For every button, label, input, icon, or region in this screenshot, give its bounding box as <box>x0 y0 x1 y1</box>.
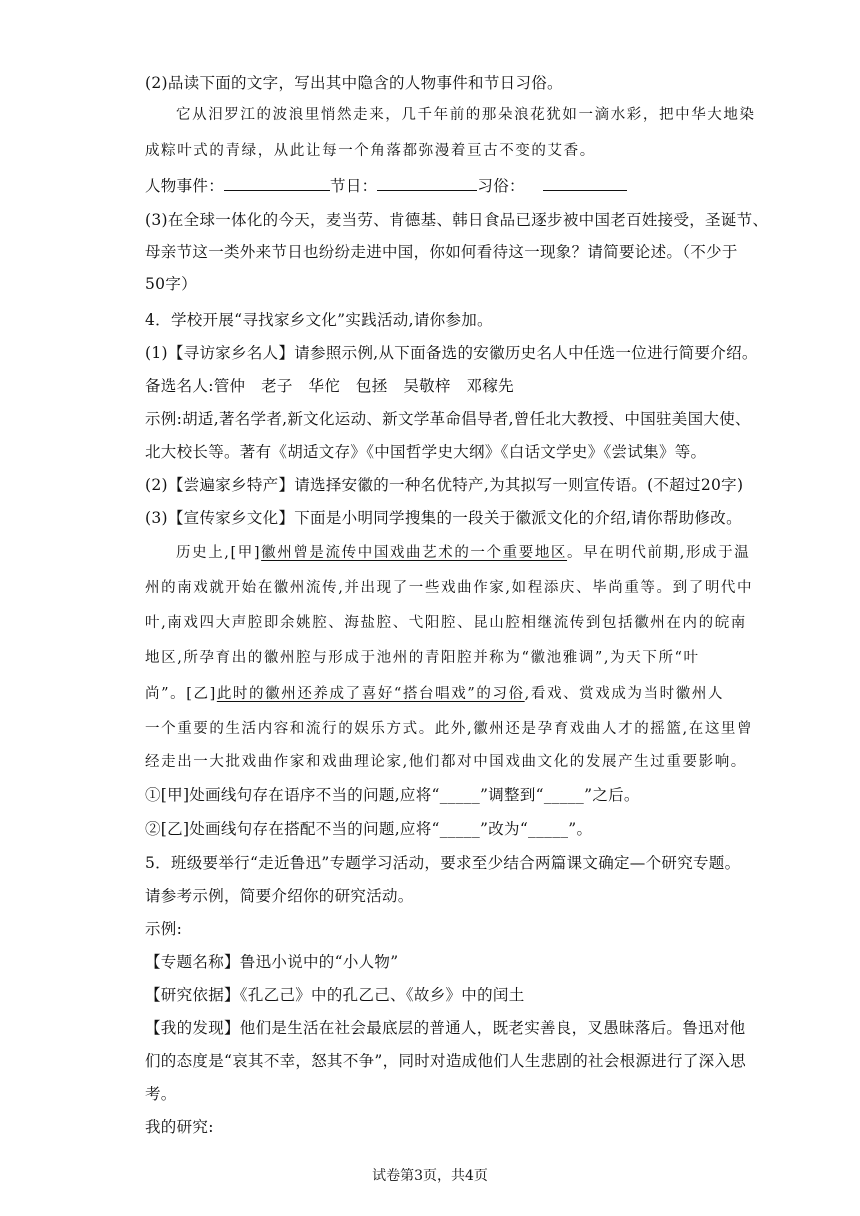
passage-text: 。早在明代前期,形成于温 <box>567 545 751 561</box>
q4-candidates: 备选名人:管仲 老子 华佗 包拯 吴敬梓 邓稼先 <box>145 377 514 395</box>
q4-example-line-2: 北大校长等。著有《胡适文存》《中国哲学史大纲》《白话文学史》《尝试集》等。 <box>145 443 707 461</box>
answer-blank-event[interactable] <box>224 176 330 191</box>
q3-passage-line-2: 成粽叶式的青绿，从此让每一个角落都弥漫着亘古不变的艾香。 <box>145 143 596 159</box>
q3-fill-row <box>145 176 627 196</box>
q5-topic: 【专题名称】鲁迅小说中的“小人物” <box>145 953 399 971</box>
passage-text: ,看戏、赏戏成为当时徽州人 <box>524 686 725 702</box>
q5-finding-line-1: 【我的发现】他们是生活在社会最底层的普通人，既老实善良，叉愚昧落后。鲁迅对他 <box>145 1019 746 1037</box>
q5-title-line-2: 请参考示例，简要介绍你的研究活动。 <box>145 887 414 905</box>
q3-sub3-line-1: (3)在全球一体化的今天，麦当劳、肯德基、韩日食品已逐步被中国老百姓接受，圣诞节、 <box>145 211 769 229</box>
fill-label-event: 人物事件： <box>145 177 225 195</box>
q4-passage-line-7: 经走出一大批戏曲作家和戏曲理论家,他们都对中国戏曲文化的发展产生过重要影响。 <box>145 754 747 770</box>
q5-basis: 【研究依据】《孔乙己》中的孔乙己、《故乡》中的闰土 <box>145 986 525 1004</box>
answer-blank-festival[interactable] <box>377 176 477 191</box>
q5-finding-line-3: 考。 <box>145 1085 177 1103</box>
q4-sub3: (3)【宣传家乡文化】下面是小明同学搜集的一段关于徽派文化的介绍,请你帮助修改。 <box>145 509 742 527</box>
q3-sub3-line-3: 50字） <box>145 275 197 293</box>
q4-passage-line-1 <box>176 543 750 563</box>
page-footer: 试卷第3页，共4页 <box>372 1168 488 1184</box>
q3-sub2-prompt: (2)品读下面的文字，写出其中隐含的人物事件和节日习俗。 <box>145 74 563 92</box>
passage-marker-jia: 历史上,[甲] <box>176 545 262 561</box>
q4-passage-line-4: 地区,所孕育出的徽州腔与形成于池州的青阳腔并称为“徽池雅调”,为天下所“叶 <box>145 650 700 666</box>
q5-example-label: 示例: <box>145 920 183 938</box>
passage-marker-yi: 尚”。[乙] <box>145 686 217 702</box>
q4-passage-line-3: 叶,南戏四大声腔即余姚腔、海盐腔、弋阳腔、昆山腔相继流传到包括徽州在内的皖南 <box>145 615 747 631</box>
fill-label-festival: 节日： <box>330 177 378 195</box>
q4-sub1: (1)【寻访家乡名人】请参照示例,从下面备选的安徽历史名人中任选一位进行简要介绍。 <box>145 344 758 362</box>
q4-title: 4．学校开展“寻找家乡文化”实践活动,请你参加。 <box>145 311 493 329</box>
answer-blank-custom[interactable] <box>543 176 627 191</box>
q4-question-jia: ①[甲]处画线句存在语序不当的问题,应将“_____”调整到“_____”之后。 <box>145 786 640 804</box>
q4-example-line-1: 示例:胡适,著名学者,新文化运动、新文学革命倡导者,曾任北大教授、中国驻美国大使、 <box>145 410 751 428</box>
fill-label-custom: 习俗： <box>477 177 525 195</box>
q3-passage-line-1: 它从汨罗江的波浪里悄然走来，几千年前的那朵浪花犹如一滴水彩，把中华大地染 <box>176 107 756 123</box>
q4-question-yi: ②[乙]处画线句存在搭配不当的问题,应将“_____”改为“_____”。 <box>145 820 593 838</box>
q5-my-research: 我的研究: <box>145 1118 214 1136</box>
q4-passage-line-5 <box>145 684 724 704</box>
underlined-sentence-yi: 此时的徽州还养成了喜好“搭台唱戏”的习俗 <box>216 686 525 702</box>
q5-title-line-1: 5．班级要举行“走近鲁迅”专题学习活动，要求至少结合两篇课文确定—个研究专题。 <box>145 854 741 872</box>
q5-finding-line-2: 们的态度是“哀其不幸，怒其不争”，同时对造成他们人生悲剧的社会根源进行了深入思 <box>145 1052 747 1070</box>
q4-passage-line-2: 州的南戏就开始在徽州流传,并出现了一些戏曲作家,如程添庆、毕尚重等。到了明代中 <box>145 580 754 596</box>
underlined-sentence-jia: 徽州曾是流传中国戏曲艺术的一个重要地区 <box>261 545 568 561</box>
q4-passage-line-6: 一个重要的生活内容和流行的娱乐方式。此外,徽州还是孕育戏曲人才的摇篮,在这里曾 <box>145 721 754 737</box>
q4-sub2: (2)【尝遍家乡特产】请选择安徽的一种名优特产,为其拟写一则宣传语。(不超过20字) <box>145 476 744 494</box>
q3-sub3-line-2: 母亲节这一类外来节日也纷纷走进中国，你如何看待这一现象？请简要论述。（不少于 <box>145 243 738 261</box>
